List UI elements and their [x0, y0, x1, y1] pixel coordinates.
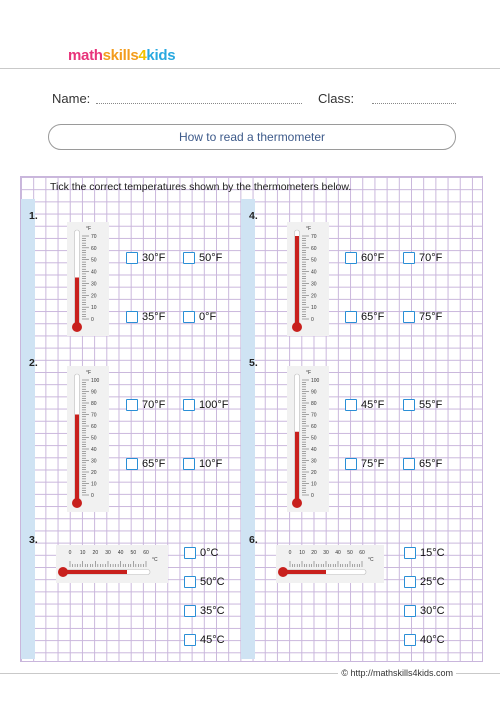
- answer-checkbox[interactable]: [126, 311, 138, 323]
- answer-label: 65°F: [361, 311, 385, 323]
- answer-option[interactable]: [183, 399, 228, 411]
- tick-label: 0: [311, 317, 314, 323]
- answer-label: 0°F: [199, 311, 217, 323]
- answer-option[interactable]: [403, 311, 442, 323]
- tick-label: 50: [91, 257, 97, 264]
- tick-label: 10: [91, 305, 97, 312]
- tick-label: 20: [311, 470, 317, 476]
- answer-option[interactable]: [126, 252, 165, 264]
- logo-part-math: math: [68, 47, 103, 64]
- answer-option[interactable]: [345, 458, 384, 470]
- thermometer-vertical: [287, 366, 329, 512]
- tick-label: 20: [311, 293, 317, 300]
- tick-label: 10: [79, 550, 86, 556]
- class-field[interactable]: [372, 103, 456, 104]
- answer-checkbox[interactable]: [183, 399, 195, 411]
- answer-checkbox[interactable]: [184, 547, 196, 559]
- answer-label: 50°C: [200, 576, 225, 588]
- question-number: 4.: [249, 210, 258, 222]
- answer-label: 75°F: [361, 458, 385, 470]
- tick-label: 100: [311, 378, 320, 384]
- tick-label: 70: [311, 234, 317, 240]
- thermometer-bulb: [292, 498, 302, 508]
- tick-label: 60: [311, 245, 317, 252]
- tick-label: 60: [91, 245, 97, 252]
- worksheet-title: How to read a thermometer: [48, 124, 456, 150]
- answer-option[interactable]: [183, 311, 216, 323]
- answer-label: 25°C: [420, 576, 445, 588]
- answer-option[interactable]: [404, 634, 445, 646]
- tick-label: 30: [91, 458, 97, 465]
- tick-label: 50: [347, 550, 353, 556]
- answer-checkbox[interactable]: [404, 576, 416, 588]
- answer-checkbox[interactable]: [126, 252, 138, 264]
- mercury-column: [63, 570, 127, 574]
- tick-label: 50: [311, 257, 317, 264]
- tick-label: 0: [288, 550, 292, 556]
- mercury-column: [295, 432, 299, 503]
- footer-credit: © http://mathskills4kids.com: [338, 668, 456, 678]
- name-label: Name:: [52, 91, 91, 106]
- answer-option[interactable]: [184, 634, 225, 646]
- answer-label: 70°F: [142, 399, 166, 411]
- unit-label: °F: [86, 226, 92, 232]
- unit-label: °F: [86, 370, 92, 376]
- thermometer-card: [287, 222, 329, 336]
- middle-margin-strip: [241, 199, 255, 659]
- answer-checkbox[interactable]: [184, 576, 196, 588]
- tick-label: 10: [311, 305, 317, 312]
- answer-option[interactable]: [126, 399, 165, 411]
- tick-label: 0: [311, 493, 314, 499]
- thermometer-card: [67, 366, 109, 512]
- mercury-column: [295, 236, 299, 327]
- answer-label: 35°C: [200, 605, 225, 617]
- mercury-column: [283, 570, 326, 574]
- answer-label: 65°F: [419, 458, 443, 470]
- answer-option[interactable]: [184, 576, 225, 588]
- unit-label: °C: [152, 557, 158, 563]
- answer-option[interactable]: [403, 458, 442, 470]
- tick-label: 80: [91, 401, 97, 407]
- tick-label: 30: [105, 550, 111, 556]
- answer-checkbox[interactable]: [403, 252, 415, 264]
- tick-label: 70: [311, 412, 317, 419]
- thermometer-horizontal: [56, 545, 168, 583]
- tick-label: 20: [91, 293, 97, 300]
- unit-label: °F: [306, 226, 312, 232]
- answer-label: 75°F: [419, 311, 443, 323]
- unit-label: °F: [306, 370, 312, 376]
- thermometer-bulb: [58, 567, 68, 577]
- tick-label: 10: [311, 481, 317, 488]
- answer-checkbox[interactable]: [184, 634, 196, 646]
- answer-option[interactable]: [404, 547, 445, 559]
- tick-label: 90: [311, 389, 317, 396]
- answer-checkbox[interactable]: [345, 399, 357, 411]
- header-divider: [0, 68, 500, 69]
- answer-label: 45°C: [200, 634, 225, 646]
- answer-option[interactable]: [126, 458, 165, 470]
- answer-option[interactable]: [183, 252, 222, 264]
- logo-part-4: 4: [138, 47, 147, 64]
- tick-label: 60: [359, 550, 365, 556]
- answer-label: 10°F: [199, 458, 223, 470]
- answer-label: 70°F: [419, 252, 443, 264]
- question-number: 1.: [29, 210, 38, 222]
- thermometer-bulb: [72, 498, 82, 508]
- tick-label: 40: [91, 447, 97, 453]
- tick-label: 30: [91, 281, 97, 288]
- unit-label: °C: [368, 557, 374, 563]
- tick-label: 0: [68, 550, 72, 556]
- answer-label: 35°F: [142, 311, 166, 323]
- answer-option[interactable]: [184, 547, 218, 559]
- tick-label: 80: [311, 401, 317, 407]
- tick-label: 30: [311, 281, 317, 288]
- answer-checkbox[interactable]: [403, 399, 415, 411]
- tick-label: 90: [91, 389, 97, 396]
- answer-checkbox[interactable]: [404, 605, 416, 617]
- answer-checkbox[interactable]: [184, 605, 196, 617]
- answer-option[interactable]: [126, 311, 165, 323]
- answer-label: 30°C: [420, 605, 445, 617]
- answer-label: 45°F: [361, 399, 385, 411]
- answer-option[interactable]: [184, 605, 225, 617]
- tick-label: 0: [91, 317, 94, 323]
- tick-label: 40: [311, 447, 317, 453]
- left-margin-strip: [21, 199, 35, 659]
- answer-checkbox[interactable]: [403, 311, 415, 323]
- answer-label: 40°C: [420, 634, 445, 646]
- question-number: 5.: [249, 357, 258, 369]
- answer-label: 55°F: [419, 399, 443, 411]
- name-field[interactable]: [96, 103, 302, 104]
- tick-label: 70: [91, 412, 97, 419]
- thermometer-card: [276, 545, 384, 583]
- answer-checkbox[interactable]: [345, 458, 357, 470]
- tick-label: 40: [91, 269, 97, 276]
- answer-checkbox[interactable]: [126, 399, 138, 411]
- answer-option[interactable]: [404, 576, 445, 588]
- thermometer-bulb: [292, 322, 302, 332]
- answer-option[interactable]: [183, 458, 222, 470]
- thermometer-vertical: [67, 222, 109, 336]
- tick-label: 60: [91, 424, 97, 430]
- thermometer-card: [287, 366, 329, 512]
- answer-checkbox[interactable]: [404, 547, 416, 559]
- site-logo: [68, 47, 175, 64]
- answer-checkbox[interactable]: [404, 634, 416, 646]
- question-number: 3.: [29, 534, 38, 546]
- tick-label: 30: [323, 550, 329, 556]
- thermometer-bulb: [72, 322, 82, 332]
- answer-checkbox[interactable]: [403, 458, 415, 470]
- answer-option[interactable]: [403, 399, 442, 411]
- tick-label: 10: [91, 481, 97, 488]
- tick-label: 60: [143, 550, 149, 556]
- answer-checkbox[interactable]: [345, 311, 357, 323]
- mercury-column: [75, 415, 79, 504]
- question-number: 2.: [29, 357, 38, 369]
- answer-option[interactable]: [404, 605, 445, 617]
- answer-checkbox[interactable]: [183, 252, 195, 264]
- mercury-column: [75, 278, 79, 328]
- answer-checkbox[interactable]: [183, 311, 195, 323]
- answer-option[interactable]: [345, 399, 384, 411]
- answer-label: 50°F: [199, 252, 223, 264]
- answer-checkbox[interactable]: [183, 458, 195, 470]
- tick-label: 40: [335, 550, 341, 556]
- answer-label: 60°F: [361, 252, 385, 264]
- answer-checkbox[interactable]: [345, 252, 357, 264]
- thermometer-vertical: [287, 222, 329, 336]
- thermometer-vertical: [67, 366, 109, 512]
- tick-label: 50: [130, 550, 137, 556]
- answer-option[interactable]: [403, 252, 442, 264]
- tick-label: 20: [91, 470, 97, 476]
- thermometer-card: [56, 545, 168, 583]
- tick-label: 50: [91, 435, 97, 442]
- answer-label: 15°C: [420, 547, 445, 559]
- tick-label: 40: [311, 269, 317, 276]
- tick-label: 50: [311, 435, 317, 442]
- tick-label: 100: [91, 378, 100, 384]
- tick-label: 40: [117, 550, 124, 556]
- tick-label: 20: [92, 550, 99, 556]
- class-label: Class:: [318, 91, 355, 106]
- thermometer-horizontal: [276, 545, 384, 583]
- tick-label: 30: [311, 458, 317, 465]
- answer-option[interactable]: [345, 252, 384, 264]
- question-number: 6.: [249, 534, 258, 546]
- answer-label: 30°F: [142, 252, 166, 264]
- answer-label: 100°F: [199, 399, 229, 411]
- thermometer-bulb: [278, 567, 288, 577]
- tick-label: 60: [311, 424, 317, 430]
- instruction-text: Tick the correct temperatures shown by the thermometers below.: [50, 181, 352, 193]
- logo-part-skills: skills: [102, 47, 139, 64]
- answer-checkbox[interactable]: [126, 458, 138, 470]
- tick-label: 0: [91, 493, 94, 499]
- answer-label: 65°F: [142, 458, 166, 470]
- tick-label: 10: [299, 550, 305, 556]
- logo-part-kids: kids: [146, 47, 176, 64]
- tick-label: 20: [311, 550, 317, 556]
- answer-option[interactable]: [345, 311, 384, 323]
- thermometer-card: [67, 222, 109, 336]
- answer-label: 0°C: [200, 547, 219, 559]
- tick-label: 70: [91, 234, 97, 240]
